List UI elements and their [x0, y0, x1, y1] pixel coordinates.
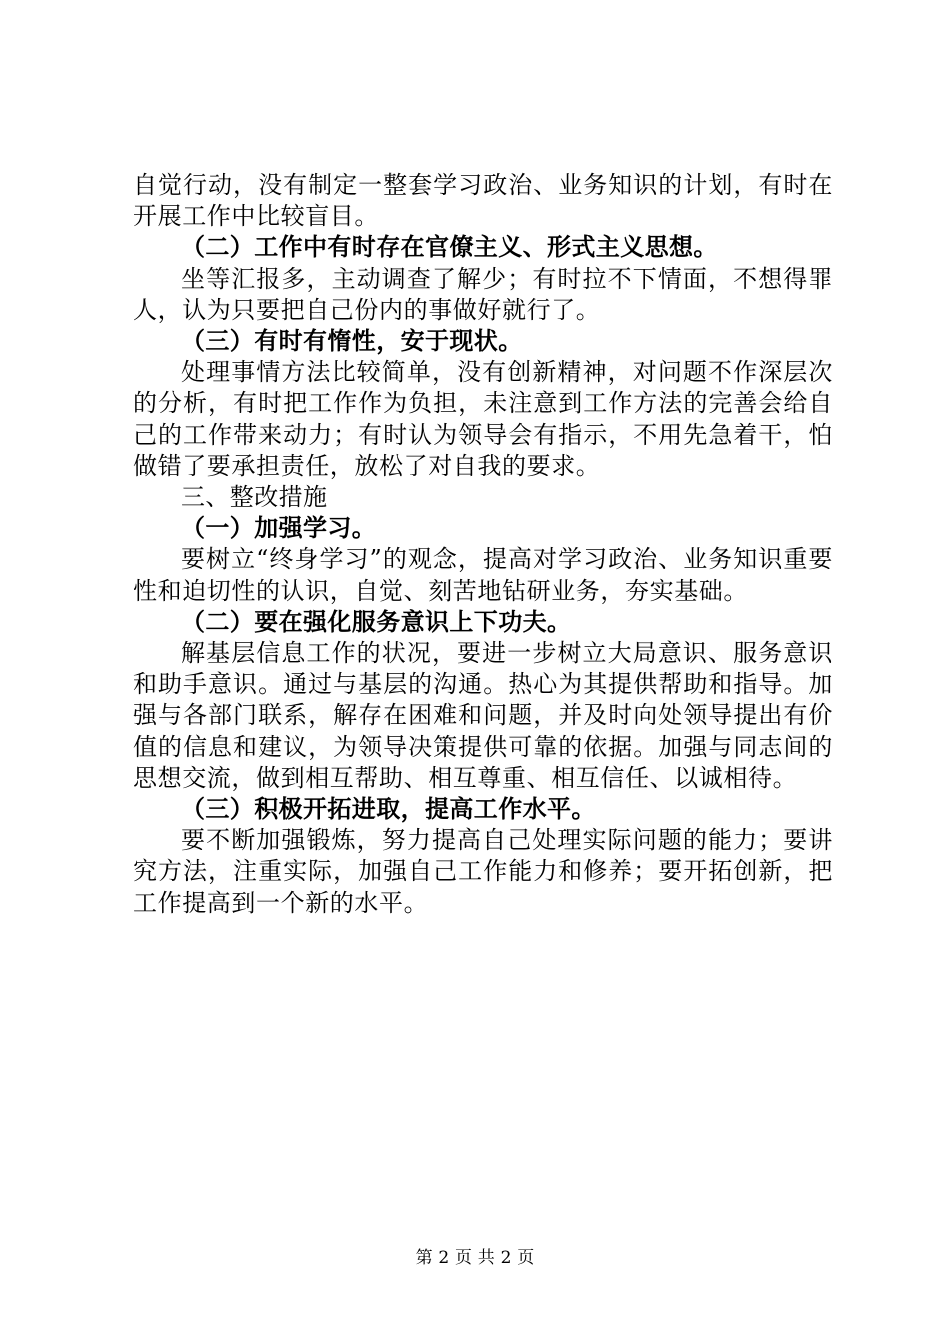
body-paragraph: 要树立“终身学习”的观念，提高对学习政治、业务知识重要性和迫切性的认识，自觉、刻苦地钻研业务，夯实基础。	[133, 545, 833, 605]
body-paragraph: 自觉行动，没有制定一整套学习政治、业务知识的计划，有时在开展工作中比较盲目。	[133, 171, 833, 231]
section-heading: 三、整改措施	[181, 483, 328, 512]
body-paragraph: 要不断加强锻炼，努力提高自己处理实际问题的能力；要讲究方法，注重实际，加强自己工作能力和修养；要开拓创新，把工作提高到一个新的水平。	[133, 826, 833, 917]
document-body	[133, 170, 833, 919]
subsection-heading: （三）积极开拓进取，提高工作水平。	[181, 795, 596, 824]
subsection-heading: （二）工作中有时存在官僚主义、形式主义思想。	[181, 233, 718, 262]
subsection-heading: （一）加强学习。	[181, 514, 377, 543]
page-footer: 第 2 页 共 2 页	[415, 1248, 535, 1268]
body-paragraph: 坐等汇报多，主动调查了解少；有时拉不下情面，不想得罪人，认为只要把自己份内的事做好就行了。	[133, 264, 833, 324]
subsection-heading: （三）有时有惰性，安于现状。	[181, 327, 523, 356]
subsection-heading: （二）要在强化服务意识上下功夫。	[181, 607, 572, 636]
body-paragraph: 解基层信息工作的状况，要进一步树立大局意识、服务意识和助手意识。通过与基层的沟通。热心为其提供帮助和指导。加强与各部门联系，解存在困难和问题，并及时向处领导提出有价值的信息和建议，为领导决策提供可靠的依据。加强与同志间的思想交流，做到相互帮助、相互尊重、相互信任、以诚相待。	[133, 639, 833, 792]
body-paragraph: 处理事情方法比较简单，没有创新精神，对问题不作深层次的分析，有时把工作作为负担，未注意到工作方法的完善会给自己的工作带来动力；有时认为领导会有指示，不用先急着干，怕做错了要承担责任，放松了对自我的要求。	[133, 358, 833, 480]
